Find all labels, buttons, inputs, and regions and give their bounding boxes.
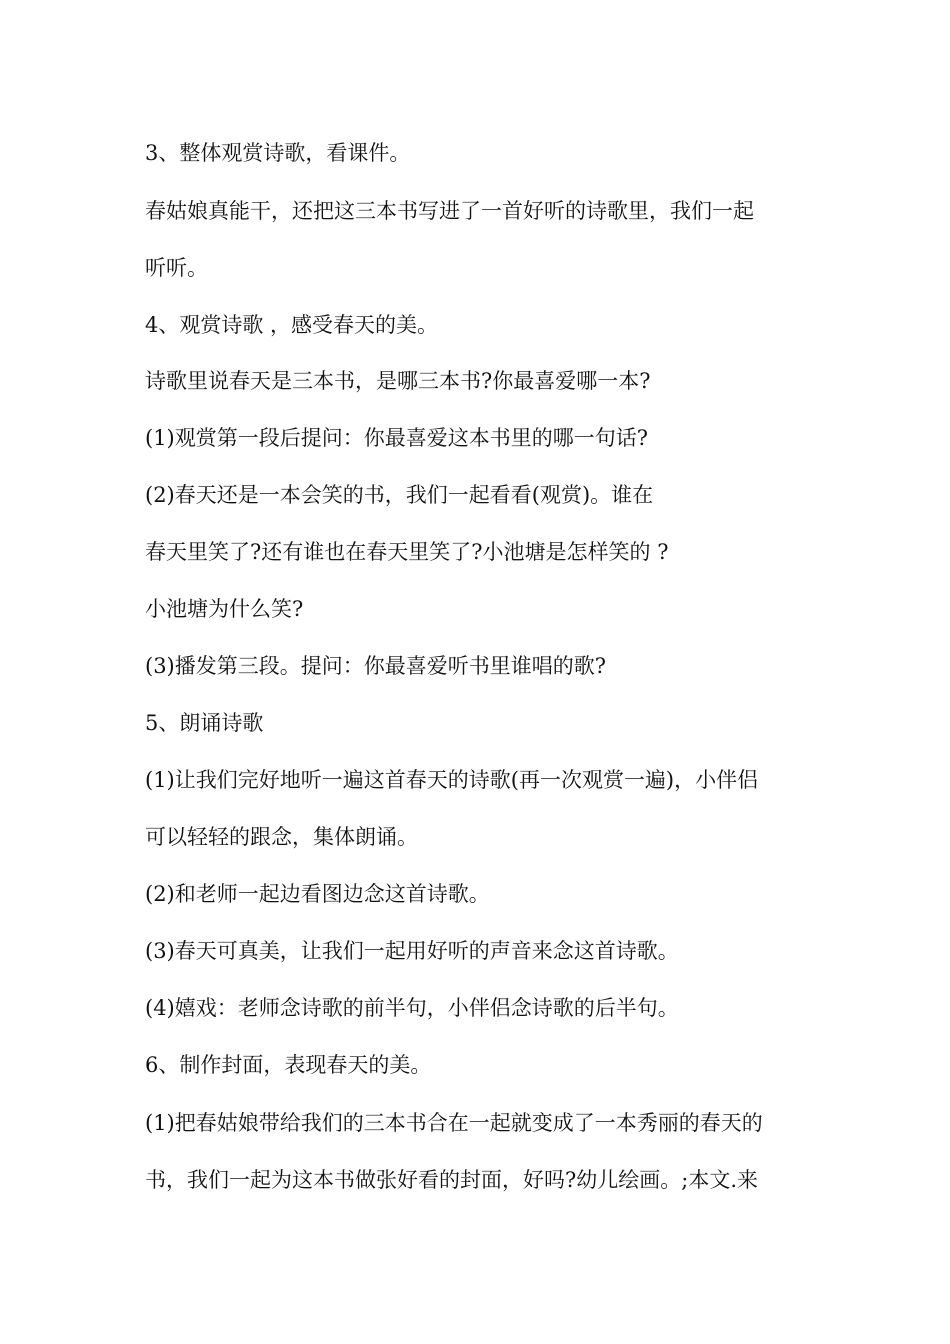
paragraph-line: 小池塘为什么笑? — [145, 597, 304, 621]
heading-step-4: 4、观赏诗歌 ，感受春天的美。 — [145, 313, 439, 337]
heading-step-6: 6、制作封面，表现春天的美。 — [145, 1053, 432, 1077]
paragraph-line: (2)春天还是一本会笑的书，我们一起看看(观赏)。谁在 — [145, 483, 654, 507]
paragraph-line: 可以轻轻的跟念，集体朗诵。 — [145, 825, 418, 849]
paragraph-line: (4)嬉戏：老师念诗歌的前半句，小伴侣念诗歌的后半句。 — [145, 996, 679, 1020]
paragraph-line: (3)春天可真美，让我们一起用好听的声音来念这首诗歌。 — [145, 939, 679, 963]
paragraph-line: (1)观赏第一段后提问：你最喜爱这本书里的哪一句话? — [145, 426, 649, 450]
paragraph-line: (1)让我们完好地听一遍这首春天的诗歌(再一次观赏一遍)，小伴侣 — [145, 768, 759, 792]
paragraph-line: 春天里笑了?还有谁也在春天里笑了?小池塘是怎样笑的 ? — [145, 540, 669, 564]
paragraph-line: 春姑娘真能干，还把这三本书写进了一首好听的诗歌里，我们一起 — [145, 199, 754, 223]
heading-step-3: 3、整体观赏诗歌，看课件。 — [145, 141, 411, 165]
paragraph-line: 听听。 — [145, 256, 208, 280]
paragraph-line: (3)播发第三段。提问：你最喜爱听书里谁唱的歌? — [145, 654, 607, 678]
heading-step-5: 5、朗诵诗歌 — [145, 711, 264, 735]
paragraph-line: 诗歌里说春天是三本书，是哪三本书?你最喜爱哪一本? — [145, 369, 651, 393]
paragraph-line: 书，我们一起为这本书做张好看的封面，好吗?幼儿绘画。;本文.来 — [145, 1168, 759, 1192]
paragraph-line: (2)和老师一起边看图边念这首诗歌。 — [145, 882, 490, 906]
paragraph-line: (1)把春姑娘带给我们的三本书合在一起就变成了一本秀丽的春天的 — [145, 1111, 763, 1135]
